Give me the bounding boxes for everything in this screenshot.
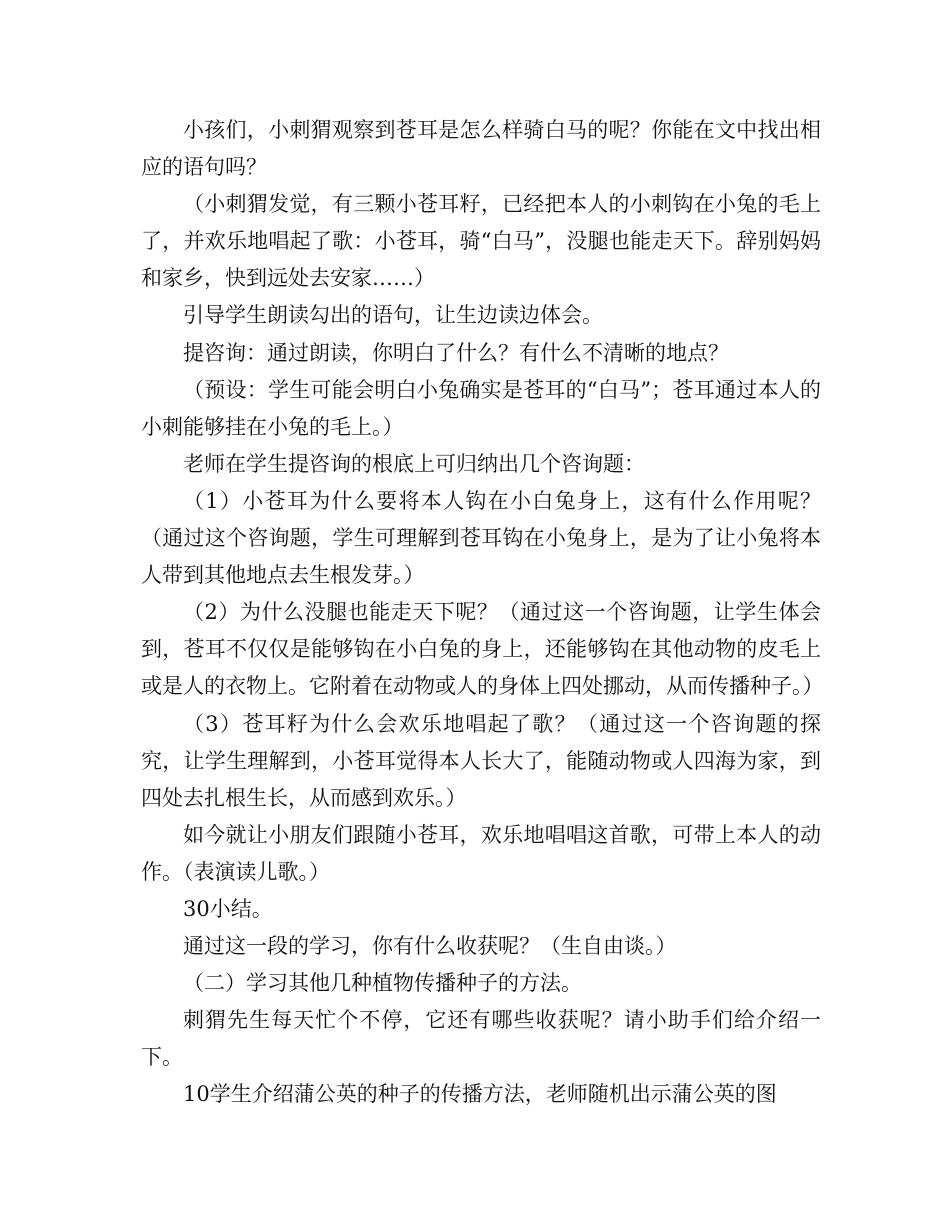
paragraph: 提咨询：通过朗读，你明白了什么？有什么不清晰的地点？ xyxy=(183,340,729,365)
paragraph: 通过这一段的学习，你有什么收获呢？（生自由谈。） xyxy=(183,934,677,959)
paragraph: 10学生介绍蒲公英的种子的传播方法，老师随机出示蒲公英的图 xyxy=(183,1082,777,1107)
document-body xyxy=(141,112,824,1114)
paragraph: 30小结。 xyxy=(183,896,273,921)
paragraph: （2）为什么没腿也能走天下呢？（通过这一个咨询题，让学生体会到，苍耳不仅仅是能够钩在小白兔的身上，还能够钩在其他动物的皮毛上或是人的衣物上。它附着在动物或人的身体上四处挪动，从而传播种子。） xyxy=(141,600,824,699)
paragraph: 小孩们，小刺猬观察到苍耳是怎么样骑白马的呢？你能在文中找出相应的语句吗？ xyxy=(141,118,821,180)
paragraph: 引导学生朗读勾出的语句，让生边读边体会。 xyxy=(183,303,603,328)
paragraph: （二）学习其他几种植物传播种子的方法。 xyxy=(183,971,582,996)
paragraph: （3）苍耳籽为什么会欢乐地唱起了歌？（通过这一个咨询题的探究，让学生理解到，小苍耳觉得本人长大了，能随动物或人四海为家，到四处去扎根生长，从而感到欢乐。） xyxy=(141,711,821,810)
paragraph: （预设：学生可能会明白小兔确实是苍耳的“白马”；苍耳通过本人的小刺能够挂在小兔的毛上。） xyxy=(141,377,821,439)
paragraph: （1）小苍耳为什么要将本人钩在小白兔身上，这有什么作用呢？（通过这个咨询题，学生可理解到苍耳钩在小兔身上，是为了让小兔将本人带到其他地点去生根发芽。） xyxy=(141,488,821,588)
paragraph: 老师在学生提咨询的根底上可归纳出几个咨询题： xyxy=(183,451,645,476)
paragraph: 刺猬先生每天忙个不停，它还有哪些收获呢？请小助手们给介绍一下。 xyxy=(141,1008,821,1070)
paragraph: 如今就让小朋友们跟随小苍耳，欢乐地唱唱这首歌，可带上本人的动作。（表演读儿歌。） xyxy=(141,822,821,884)
paragraph: （小刺猬发觉，有三颗小苍耳籽，已经把本人的小刺钩在小兔的毛上了，并欢乐地唱起了歌：小苍耳，骑“白马”，没腿也能走天下。辞别妈妈和家乡，快到远处去安家……） xyxy=(141,192,821,291)
